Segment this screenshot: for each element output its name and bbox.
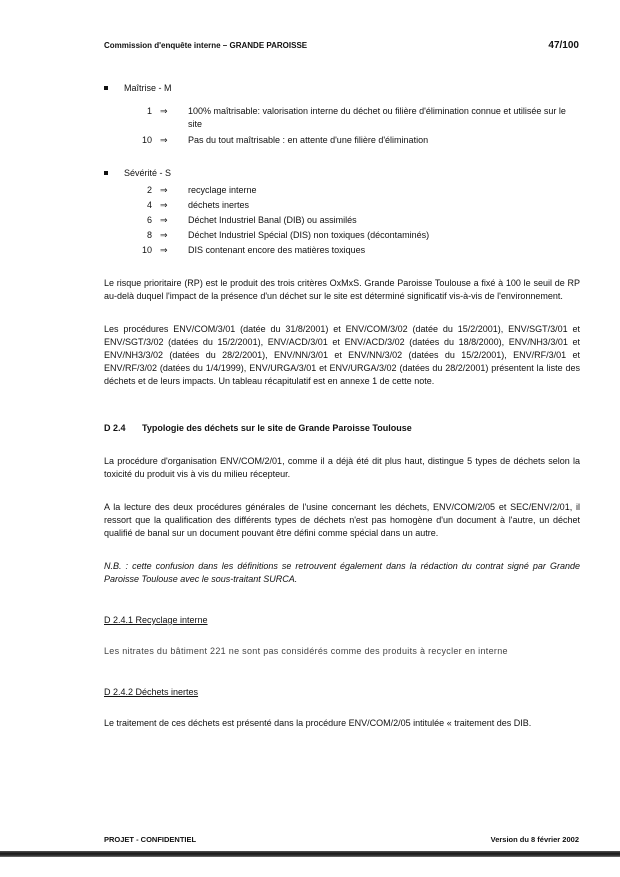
severite-item xyxy=(104,184,580,197)
scale-description: DIS contenant encore des matières toxiques xyxy=(188,245,366,255)
paragraph-d24-2: A la lecture des deux procédures générales de l'usine concernant les déchets, ENV/COM/2/05 et SEC/ENV/2/01, il ressort que la qualification des différents types de déchets n'est pas homogène d'un document à l'autre, un déchet qualifié de banal sur un document pouvant être défini comme spécial dans un autre. xyxy=(104,502,580,538)
arrow-icon: ⇒ xyxy=(160,230,168,240)
paragraph-d242: Le traitement de ces déchets est présenté dans la procédure ENV/COM/2/05 intitulée « traitement des DIB. xyxy=(104,718,532,728)
section-code: D 2.4 xyxy=(104,423,126,433)
maitrise-item xyxy=(104,105,580,131)
scale-number: 8 xyxy=(146,230,152,240)
severite-item xyxy=(104,244,580,257)
section-heading-d241: D 2.4.1 Recyclage interne xyxy=(104,615,208,625)
arrow-icon: ⇒ xyxy=(160,185,168,195)
bullet-icon xyxy=(104,171,108,175)
bullet-icon xyxy=(104,86,108,90)
page-content xyxy=(104,82,580,730)
scale-number: 2 xyxy=(146,185,152,195)
footer-confidential: PROJET - CONFIDENTIEL xyxy=(104,835,197,844)
paragraph-d24-1: La procédure d'organisation ENV/COM/2/01, comme il a déjà été dit plus haut, distingue 5 types de déchets selon la toxicité du produit vis à vis du milieu récepteur. xyxy=(104,456,580,479)
section-title: Typologie des déchets sur le site de Grande Paroisse Toulouse xyxy=(142,423,412,433)
scale-description: recyclage interne xyxy=(188,185,257,195)
severite-heading xyxy=(104,167,580,180)
scale-number: 1 xyxy=(146,106,152,116)
scale-number: 6 xyxy=(146,215,152,225)
arrow-icon: ⇒ xyxy=(160,135,168,145)
maitrise-block xyxy=(104,82,580,147)
maitrise-heading xyxy=(104,82,580,95)
maitrise-item xyxy=(104,134,580,147)
arrow-icon: ⇒ xyxy=(160,200,168,210)
scale-description: Déchet Industriel Banal (DIB) ou assimilés xyxy=(188,215,357,225)
note-paragraph: N.B. : cette confusion dans les définitions se retrouvent également dans la rédaction du contrat signé par Grande Paroisse Toulouse avec le sous-traitant SURCA. xyxy=(104,561,580,584)
scale-number: 4 xyxy=(146,200,152,210)
section-heading-d242: D 2.4.2 Déchets inertes xyxy=(104,687,199,697)
severite-item xyxy=(104,229,580,242)
section-heading-d24 xyxy=(104,422,580,435)
scale-description: 100% maîtrisable: valorisation interne du déchet ou filière d'élimination connue et utilisée sur le site xyxy=(188,106,566,129)
scale-number: 10 xyxy=(141,245,152,255)
paragraph-risque: Le risque prioritaire (RP) est le produit des trois critères OxMxS. Grande Paroisse Toulouse a fixé à 100 le seuil de RP au-delà duquel l'impact de la présence d'un déchet sur le site est déterminé significatif vis-à-vis de l'environnement. xyxy=(104,278,580,301)
header-title: Commission d'enquête interne – GRANDE PAROISSE xyxy=(104,41,308,50)
scale-description: Pas du tout maîtrisable : en attente d'une filière d'élimination xyxy=(188,135,429,145)
severite-block xyxy=(104,167,580,257)
scan-artifact-bar xyxy=(0,851,620,857)
paragraph-procedures: Les procédures ENV/COM/3/01 (datée du 31/8/2001) et ENV/COM/3/02 (datée du 15/2/2001), ENV/SGT/3/01 et ENV/SGT/3/02 (datées du 15/2/2001), ENV/ACD/3/01 et ENV/ACD/3/02 (datées du 18/8/2000), ENV/NH3/3/01 et ENV/NH3/3/02 (datées du 28/2/2001), ENV/NN/3/01 et ENV/NN/3/02 (datées du 15/2/2001), ENV/RF/3/01 et ENV/RF/3/02 (datées du 1/4/1999), ENV/URGA/3/01 et ENV/URGA/3/02 (datées du 28/2/2001) présentent la liste des déchets et de leurs impacts. Un tableau récapitulatif est en annexe 1 de cette note. xyxy=(104,324,580,386)
page-number: 47/100 xyxy=(548,40,579,51)
severite-title: Sévérité - S xyxy=(124,168,172,178)
severite-item xyxy=(104,214,580,227)
scale-number: 10 xyxy=(141,135,152,145)
page-footer xyxy=(104,835,579,847)
footer-version: Version du 8 février 2002 xyxy=(490,835,579,844)
arrow-icon: ⇒ xyxy=(160,215,168,225)
paragraph-d241: Les nitrates du bâtiment 221 ne sont pas considérés comme des produits à recycler en interne xyxy=(104,646,508,656)
maitrise-title: Maîtrise - M xyxy=(124,83,172,93)
page-header xyxy=(104,41,579,55)
arrow-icon: ⇒ xyxy=(160,106,168,116)
scale-description: déchets inertes xyxy=(188,200,250,210)
severite-item xyxy=(104,199,580,212)
arrow-icon: ⇒ xyxy=(160,245,168,255)
scale-description: Déchet Industriel Spécial (DIS) non toxiques (décontaminés) xyxy=(188,230,430,240)
